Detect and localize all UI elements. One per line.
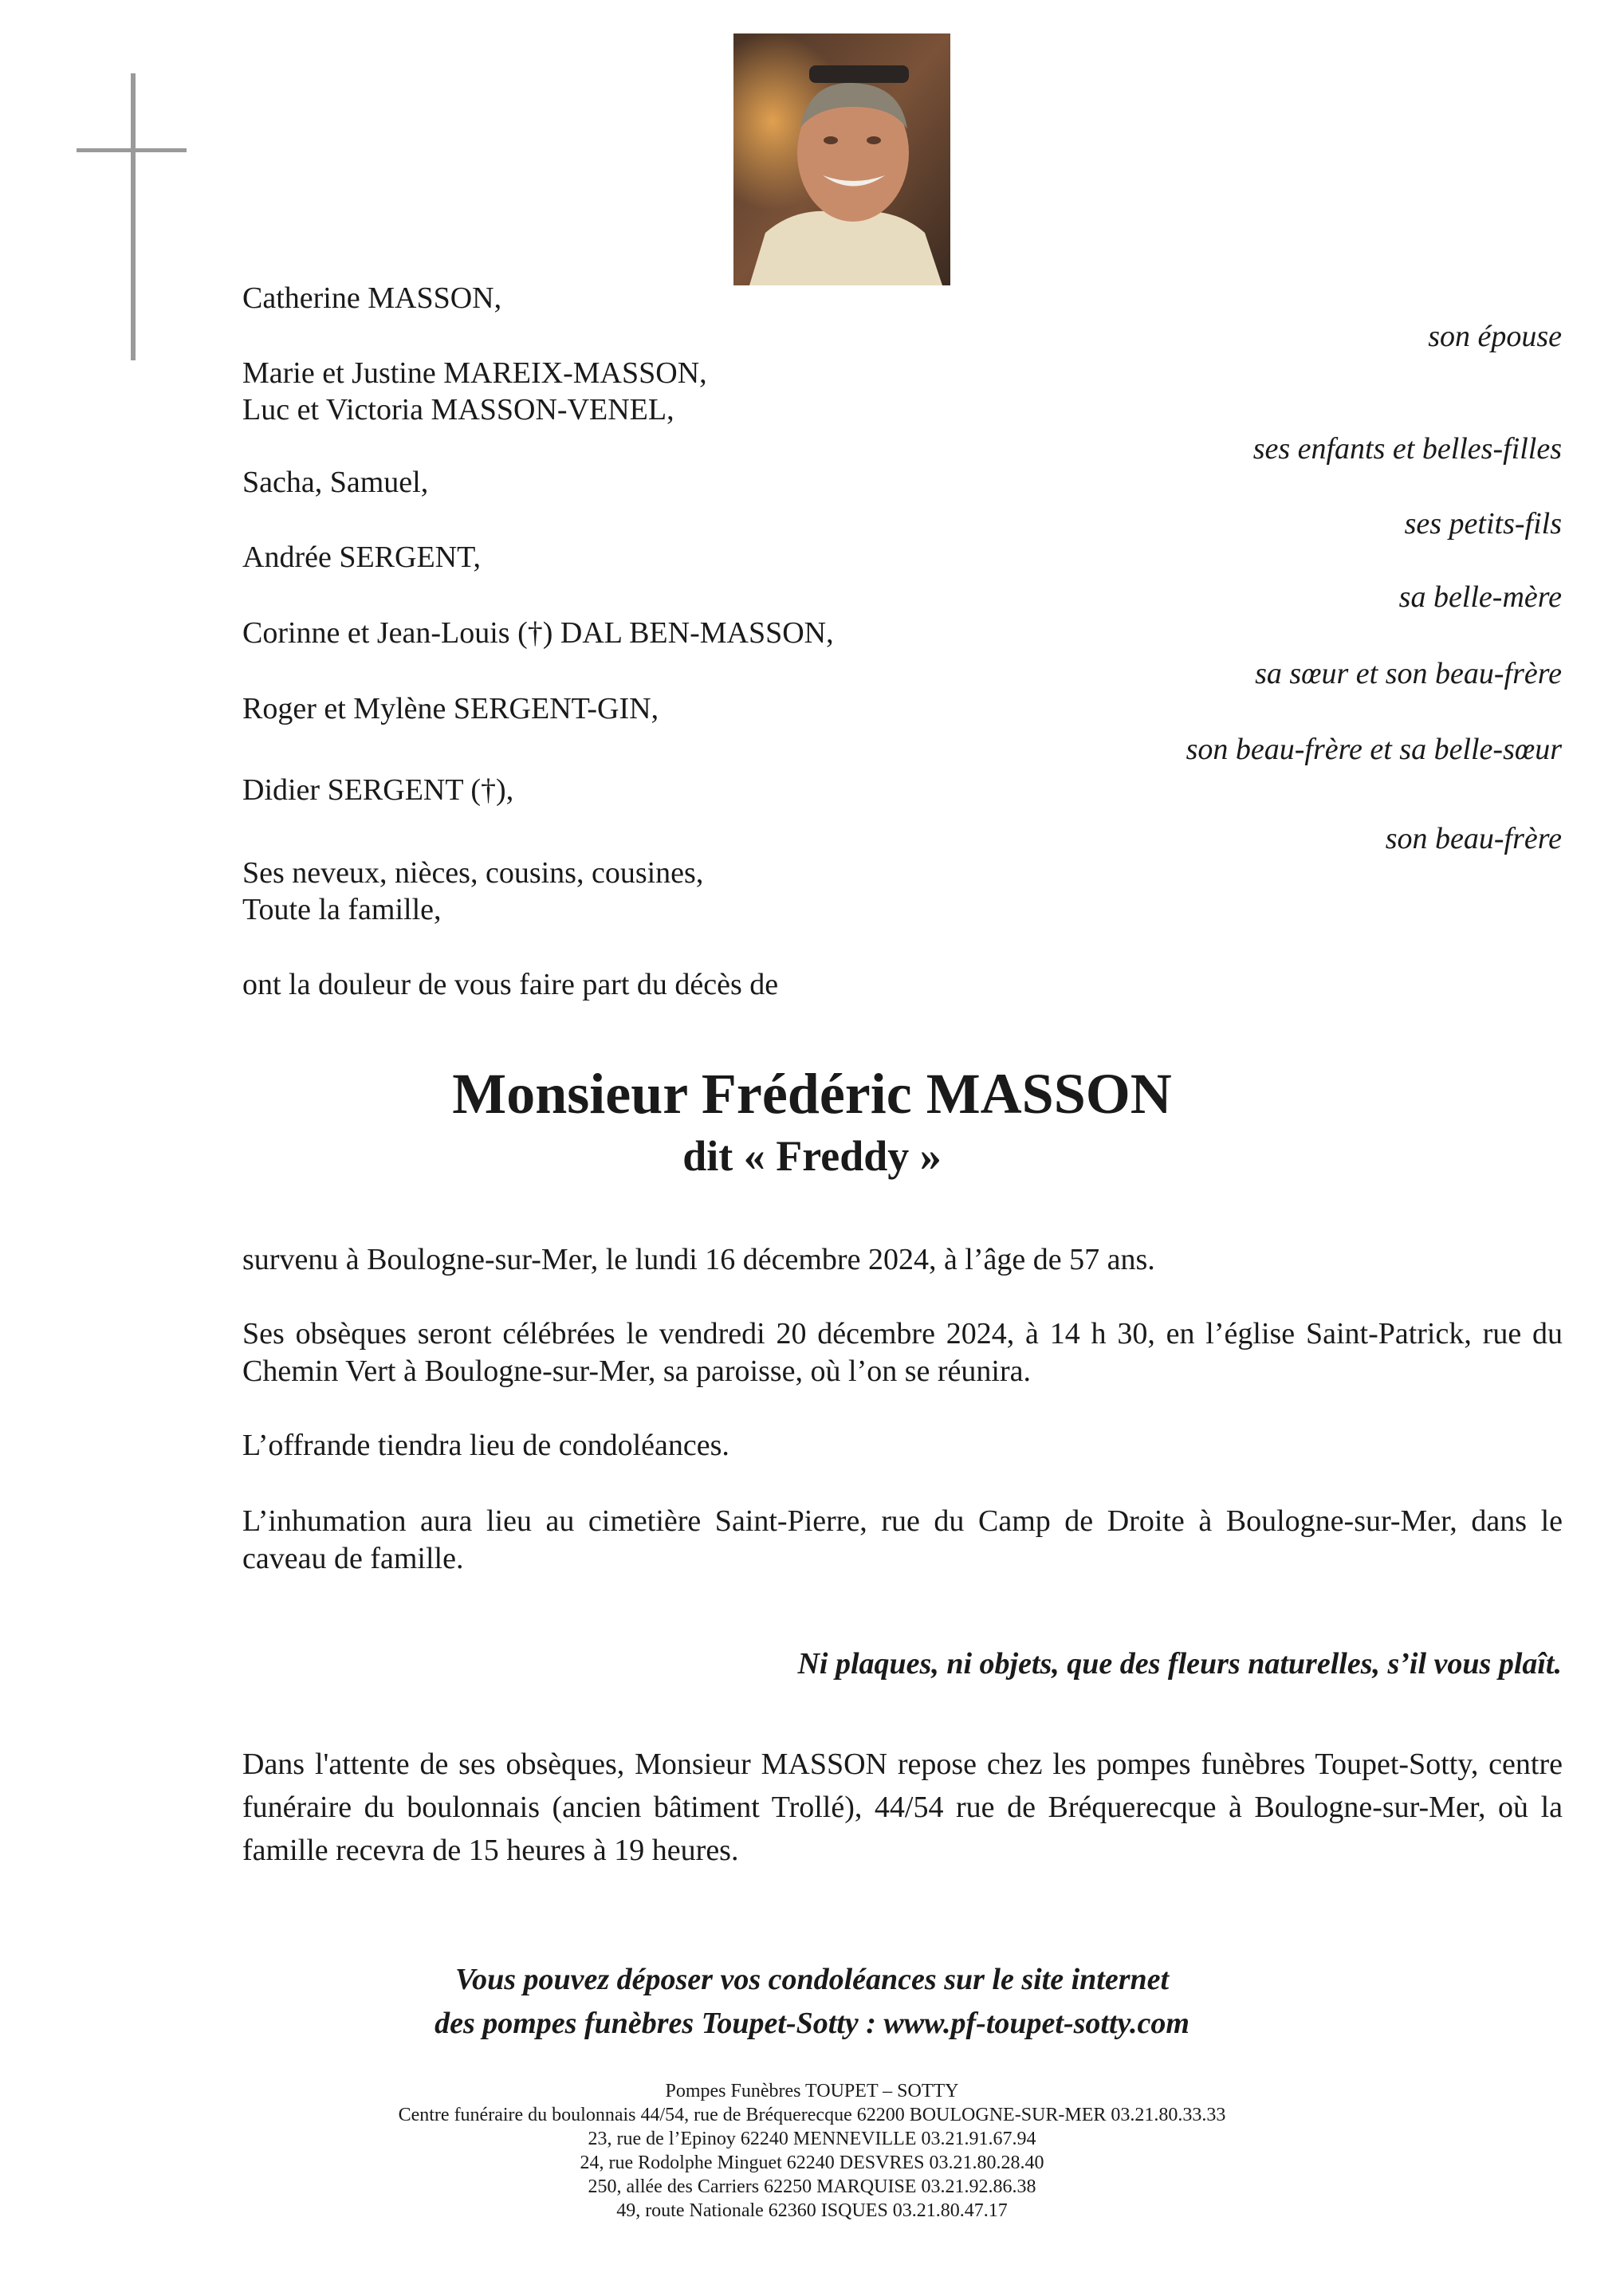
- announcement-text: ont la douleur de vous faire part du décès de: [242, 968, 779, 1001]
- relation-grandchildren: ses petits-fils: [1404, 507, 1562, 541]
- death-paragraph: survenu à Boulogne-sur-Mer, le lundi 16 décembre 2024, à l’âge de 57 ans.: [242, 1243, 1155, 1276]
- deceased-name: Monsieur Frédéric MASSON: [452, 1062, 1172, 1126]
- family-name-grandchildren: Sacha, Samuel,: [242, 466, 429, 499]
- family-name-sister: Corinne et Jean-Louis (†) DAL BEN-MASSON,: [242, 616, 834, 650]
- footer-line: 24, rue Rodolphe Minguet 62240 DESVRES 03.21.80.28.40: [580, 2152, 1044, 2173]
- funeral-paragraph: Ses obsèques seront célébrées le vendredi 20 décembre 2024, à 14 h 30, en l’église Saint-Patrick, rue du Chemin Vert à Boulogne-sur-Mer, sa paroisse, où l’on se réunira.: [242, 1317, 1563, 1388]
- family-name-spouse: Catherine MASSON,: [242, 281, 502, 315]
- deceased-nickname: dit « Freddy »: [682, 1132, 942, 1180]
- relation-spouse: son épouse: [1428, 320, 1562, 353]
- footer-line: 250, allée des Carriers 62250 MARQUISE 03.21.92.86.38: [588, 2176, 1036, 2197]
- relation-brother-in-law: son beau-frère et sa belle-sœur: [1186, 733, 1562, 766]
- cross-icon-bar: [77, 148, 187, 152]
- visitation-paragraph: Dans l'attente de ses obsèques, Monsieur MASSON repose chez les pompes funèbres Toupet-Sotty, centre funéraire du boulonnais (ancien bâtiment Trollé), 44/54 rue de Bréquerecque à Boulogne-sur-Mer, où la famille recevra de 15 heures à 19 heures.: [242, 1748, 1563, 1867]
- flowers-notice: Ni plaques, ni objets, que des fleurs naturelles, s’il vous plaît.: [797, 1647, 1562, 1681]
- condolences-line-1: Vous pouvez déposer vos condoléances sur le site internet: [454, 1963, 1170, 1996]
- extended-family-line-2: Toute la famille,: [242, 893, 442, 926]
- burial-paragraph: L’inhumation aura lieu au cimetière Saint-Pierre, rue du Camp de Droite à Boulogne-sur-Mer, dans le caveau de famille.: [242, 1504, 1563, 1575]
- offering-paragraph: L’offrande tiendra lieu de condoléances.: [242, 1429, 729, 1462]
- family-name-brother-in-law-2: Didier SERGENT (†),: [242, 773, 514, 807]
- relation-mother-in-law: sa belle-mère: [1398, 580, 1562, 614]
- family-name-children-2: Luc et Victoria MASSON-VENEL,: [242, 393, 674, 427]
- funeral-home-footer: [0, 2079, 1624, 2223]
- footer-line: Pompes Funèbres TOUPET – SOTTY: [665, 2081, 959, 2101]
- condolences-line-2: des pompes funèbres Toupet-Sotty : www.pf-toupet-sotty.com: [435, 2007, 1189, 2040]
- footer-line: Centre funéraire du boulonnais 44/54, rue de Bréquerecque 62200 BOULOGNE-SUR-MER 03.21.80.33.33: [398, 2105, 1226, 2125]
- family-name-brother-in-law: Roger et Mylène SERGENT-GIN,: [242, 692, 659, 725]
- family-name-mother-in-law: Andrée SERGENT,: [242, 541, 482, 574]
- footer-line: 23, rue de l’Epinoy 62240 MENNEVILLE 03.21.91.67.94: [588, 2129, 1036, 2149]
- relation-children: ses enfants et belles-filles: [1252, 432, 1562, 466]
- extended-family-line-1: Ses neveux, nièces, cousins, cousines,: [242, 856, 704, 890]
- cross-icon: [131, 73, 136, 360]
- footer-line: 49, route Nationale 62360 ISQUES 03.21.80.47.17: [616, 2200, 1008, 2221]
- family-name-children-1: Marie et Justine MAREIX-MASSON,: [242, 356, 707, 390]
- portrait-photo: [733, 33, 950, 285]
- relation-brother-in-law-2: son beau-frère: [1385, 822, 1562, 855]
- relation-sister: sa sœur et son beau-frère: [1255, 657, 1562, 690]
